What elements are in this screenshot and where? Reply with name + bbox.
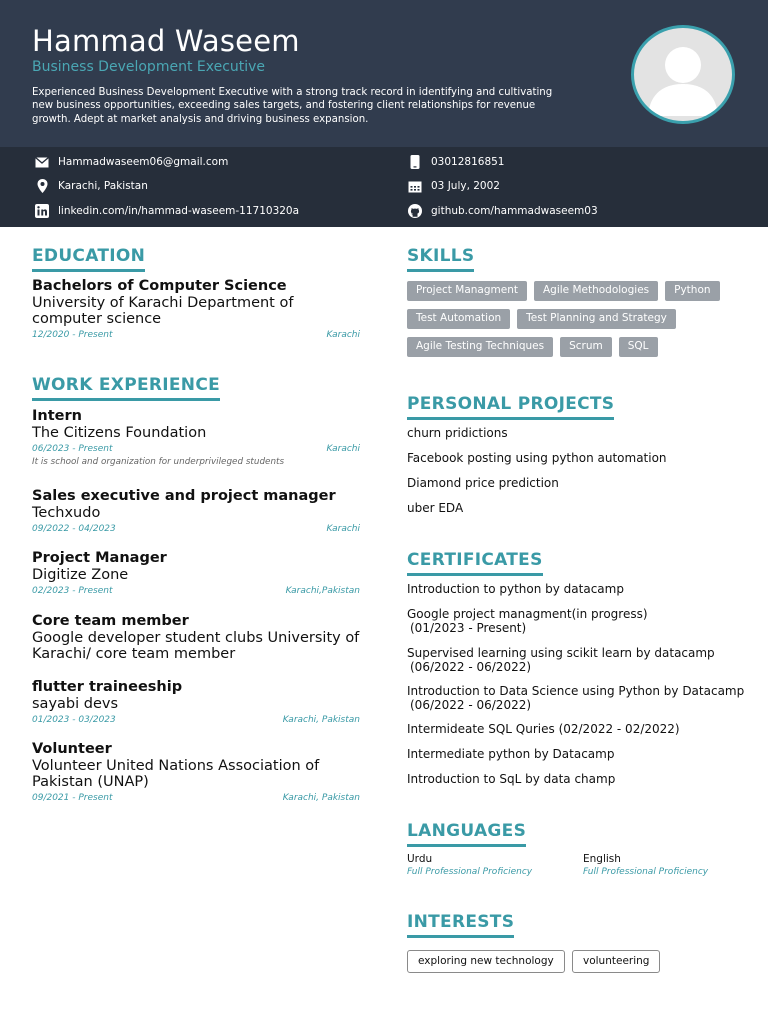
certificate-item	[407, 647, 747, 674]
entry-meta	[32, 523, 360, 535]
skill-tag: Agile Testing Techniques	[407, 337, 553, 357]
language-name: Urdu	[407, 853, 433, 865]
work-entry	[32, 679, 360, 726]
entry-location: Karachi	[326, 444, 360, 454]
entry-location: Karachi, Pakistan	[282, 715, 360, 725]
dob-text: 03 July, 2002	[431, 180, 500, 192]
entry-location: Karachi	[326, 524, 360, 534]
github-icon	[407, 203, 423, 219]
calendar-icon	[407, 178, 423, 194]
certificate-dates: (06/2022 - 06/2022)	[410, 697, 532, 712]
interests-heading: INTERESTS	[407, 912, 514, 938]
certificate-name: Introduction to Data Science using Python by Datacamp	[407, 684, 745, 698]
work-role: Volunteer	[32, 741, 112, 757]
entry-location: Karachi,Pakistan	[285, 586, 360, 596]
skills-list	[407, 281, 747, 365]
education-entry	[32, 278, 360, 341]
entry-meta	[32, 714, 360, 726]
work-role: Sales executive and project manager	[32, 488, 336, 504]
avatar	[631, 25, 735, 124]
summary-text: Experienced Business Development Executive with a strong track record in identifying and cultivating new business opportunities, exceeding sales targets, and fostering client relationships for revenue growth. Adept at market analysis and driving business expansion.	[32, 87, 553, 125]
entry-dates: 02/2023 - Present	[32, 586, 113, 596]
contact-phone[interactable]	[407, 154, 505, 170]
skill-tag: Python	[665, 281, 719, 301]
location-icon	[34, 178, 50, 194]
work-org: Volunteer United Nations Association of Pakistan (UNAP)	[32, 758, 320, 790]
project-item: Facebook posting using python automation	[407, 451, 667, 465]
work-role: Core team member	[32, 613, 189, 629]
contact-dob	[407, 178, 500, 194]
phone-text: 03012816851	[431, 156, 505, 168]
linkedin-text: linkedin.com/in/hammad-waseem-11710320a	[58, 205, 300, 217]
email-text: Hammadwaseem06@gmail.com	[58, 156, 229, 168]
education-heading: EDUCATION	[32, 246, 145, 272]
resume-header	[0, 0, 768, 147]
certificate-name: Intermideate SQL Quries (02/2022 - 02/2022)	[407, 722, 680, 736]
github-text: github.com/hammadwaseem03	[431, 205, 598, 217]
certificate-item	[407, 723, 747, 737]
skill-tag: SQL	[619, 337, 658, 357]
work-entry	[32, 613, 360, 662]
work-role: flutter traineeship	[32, 679, 183, 695]
skill-tag: Test Planning and Strategy	[517, 309, 676, 329]
contact-bar	[0, 147, 768, 227]
certificate-dates: (01/2023 - Present)	[410, 620, 527, 635]
phone-icon	[407, 154, 423, 170]
work-entry	[32, 408, 360, 468]
interest-tag: volunteering	[572, 950, 660, 973]
work-org: Techxudo	[32, 505, 101, 521]
project-item: Diamond price prediction	[407, 476, 559, 490]
skill-tag: Scrum	[560, 337, 612, 357]
certificate-item	[407, 748, 747, 762]
degree: Bachelors of Computer Science	[32, 278, 287, 294]
project-item: uber EDA	[407, 501, 464, 515]
entry-dates: 06/2023 - Present	[32, 444, 113, 454]
work-entry	[32, 488, 360, 535]
work-role: Project Manager	[32, 550, 167, 566]
entry-location: Karachi, Pakistan	[282, 793, 360, 803]
certificates-heading: CERTIFICATES	[407, 550, 543, 576]
certificate-item	[407, 773, 747, 787]
entry-dates: 09/2022 - 04/2023	[32, 524, 116, 534]
work-org: Google developer student clubs University of Karachi/ core team member	[32, 630, 360, 662]
skill-row	[407, 281, 747, 301]
certificate-name: Introduction to python by datacamp	[407, 582, 624, 596]
skill-tag: Project Managment	[407, 281, 527, 301]
work-role: Intern	[32, 408, 82, 424]
certificate-name: Google project managment(in progress)	[407, 607, 648, 621]
contact-email[interactable]	[34, 154, 228, 170]
entry-dates: 09/2021 - Present	[32, 793, 113, 803]
location-text: Karachi, Pakistan	[58, 180, 148, 192]
contact-github[interactable]	[407, 203, 598, 219]
contact-location	[34, 178, 148, 194]
linkedin-icon	[34, 203, 50, 219]
work-heading: WORK EXPERIENCE	[32, 375, 220, 401]
entry-location: Karachi	[326, 330, 360, 340]
certificate-dates: (06/2022 - 06/2022)	[410, 659, 532, 674]
skill-row	[407, 337, 747, 357]
certificate-item	[407, 685, 747, 712]
certificate-item	[407, 583, 747, 597]
work-org: sayabi devs	[32, 696, 119, 712]
entry-meta	[32, 792, 360, 804]
skill-row	[407, 309, 747, 329]
certificate-name: Intermediate python by Datacamp	[407, 747, 615, 761]
entry-dates: 12/2020 - Present	[32, 330, 113, 340]
work-entry	[32, 741, 360, 804]
candidate-title: Business Development Executive	[32, 59, 266, 75]
skills-heading: SKILLS	[407, 246, 474, 272]
email-icon	[34, 154, 50, 170]
contact-linkedin[interactable]	[34, 203, 299, 219]
work-description: It is school and organization for underprivileged students	[32, 457, 285, 467]
language-name: English	[583, 853, 621, 865]
language-item	[583, 853, 708, 877]
language-level: Full Professional Proficiency	[407, 867, 533, 877]
candidate-name: Hammad Waseem	[32, 24, 300, 58]
certificate-name: Introduction to SqL by data champ	[407, 772, 616, 786]
work-org: The Citizens Foundation	[32, 425, 207, 441]
certificate-item	[407, 608, 747, 635]
user-placeholder-icon	[634, 28, 732, 121]
entry-dates: 01/2023 - 03/2023	[32, 715, 116, 725]
certificate-name: Supervised learning using scikit learn by datacamp	[407, 646, 715, 660]
school: University of Karachi Department of computer science	[32, 295, 294, 327]
language-item	[407, 853, 532, 877]
languages-heading: LANGUAGES	[407, 821, 526, 847]
entry-meta	[32, 585, 360, 597]
entry-meta	[32, 329, 360, 341]
skill-tag: Test Automation	[407, 309, 510, 329]
entry-meta	[32, 443, 360, 455]
skill-tag: Agile Methodologies	[534, 281, 658, 301]
interest-tag: exploring new technology	[407, 950, 565, 973]
projects-heading: PERSONAL PROJECTS	[407, 394, 614, 420]
work-entry	[32, 550, 360, 597]
work-org: Digitize Zone	[32, 567, 129, 583]
language-level: Full Professional Proficiency	[583, 867, 709, 877]
project-item: churn pridictions	[407, 426, 508, 440]
